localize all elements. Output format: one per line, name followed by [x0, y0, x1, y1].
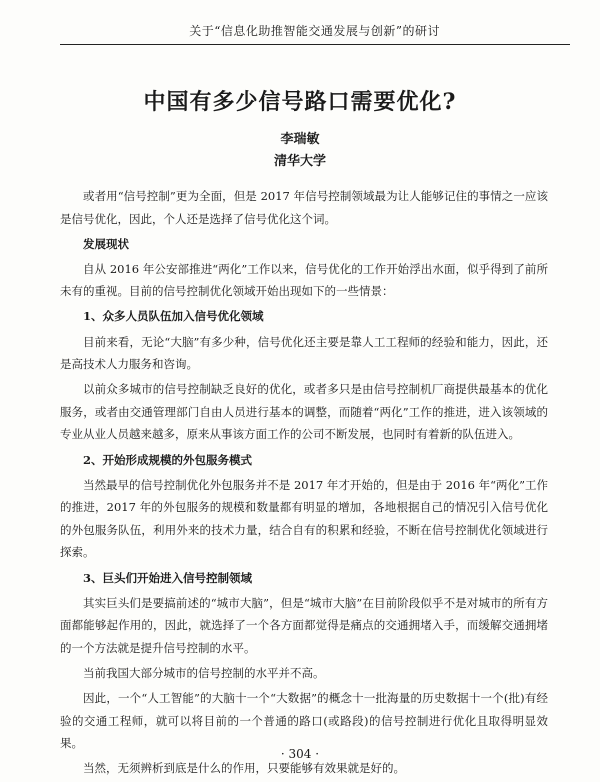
paragraph: 自从 2016 年公安部推进“两化”工作以来，信号优化的工作开始浮出水面，似乎得到了前所未有的重视。目前的信号控制优化领域开始出现如下的一些情景： — [60, 261, 548, 299]
paragraph: 其实巨头们是要搞前述的“城市大脑”，但是“城市大脑”在目前阶段似乎不是对城市的所有方面都能够起作用的，因此，就选择了一个各方面都觉得是痛点的交通拥堵入手，而缓解交通拥堵的一个方法就是提升信号控制的水平。 — [60, 595, 548, 655]
author-affiliation: 清华大学 — [273, 154, 326, 169]
author-name: 李瑞敏 — [280, 132, 320, 147]
paragraph: 以前众多城市的信号控制缺乏良好的优化，或者多只是由信号控制机厂商提供最基本的优化服务，或者由交通管理部门自由人员进行基本的调整，而随着“两化”工作的推进，进入该领域的专业从业人员越来越多，原来从事该方面工作的公司不断发展，也同时有着新的队伍进入。 — [60, 382, 548, 442]
section-heading: 发展现状 — [83, 236, 129, 251]
paragraph: 目前来看，无论“大脑”有多少种，信号优化还主要是靠人工工程师的经验和能力，因此，还是高技术人力服务和咨询。 — [60, 334, 548, 372]
page-number: · 304 · — [280, 747, 320, 761]
running-header — [60, 0, 570, 45]
section-heading: 1、众多人员队伍加入信号优化领域 — [83, 309, 264, 324]
paragraph: 当然，无须辨析到底是什么的作用，只要能够有效果就是好的。 — [83, 761, 405, 776]
paragraph: 或者用“信号控制”更为全面，但是 2017 年信号控制领域最为让人能够记住的事情之一应该是信号优化，因此，个人还是选择了信号优化这个词。 — [60, 189, 548, 226]
running-title: 关于“信息化助推智能交通发展与创新”的研讨 — [189, 24, 440, 38]
paragraph: 因此，一个“人工智能”的大脑十一个“大数据”的概念十一批海量的历史数据十一个(批)有经验的交通工程师，就可以将目前的一个普通的路口(或路段)的信号控制进行优化且取得明显效果。 — [60, 690, 548, 751]
section-heading: 3、巨头们开始进入信号控制领域 — [83, 570, 252, 585]
article-body — [60, 185, 548, 782]
paragraph: 当然最早的信号控制优化外包服务并不是 2017 年才开始的，但是由于 2016 年“两化”工作的推进，2017 年的外包服务的规模和数量都有明显的增加，各地根据自己的情况引入信号优化的外包服务队伍，利用外来的技术力量，结合自有的积累和经验，不断在信号控制优化领域进行探索。 — [60, 477, 548, 560]
paragraph: 当前我国大部分城市的信号控制的水平并不高。 — [83, 665, 325, 680]
section-heading: 2、开始形成规模的外包服务模式 — [83, 452, 252, 467]
article-title: 中国有多少信号路口需要优化? — [143, 89, 457, 115]
